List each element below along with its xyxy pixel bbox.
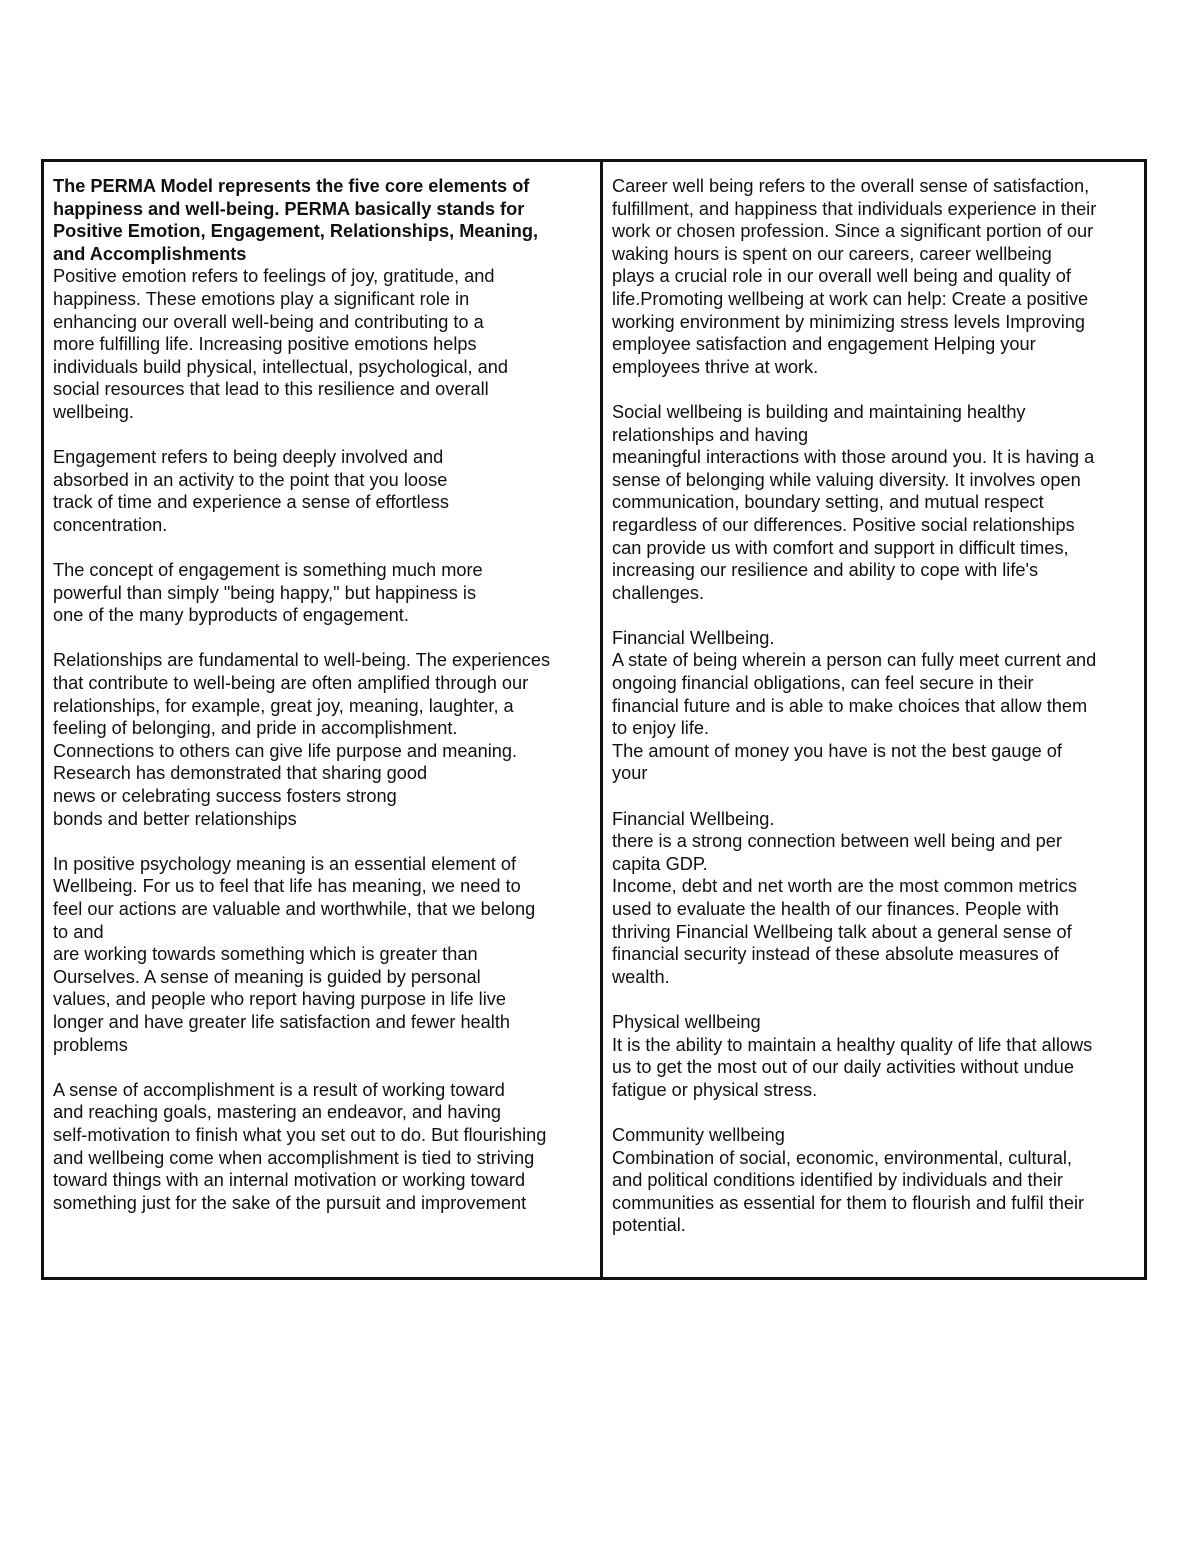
text-line: there is a strong connection between well being and per xyxy=(612,831,1062,852)
text-line: relationships and having xyxy=(612,424,809,445)
text-line: toward things with an internal motivation or working toward xyxy=(53,1170,526,1191)
text-line: Combination of social, economic, environmental, cultural, xyxy=(612,1147,1072,1168)
text-line: thriving Financial Wellbeing talk about a general sense of xyxy=(612,921,1072,942)
text-line: that contribute to well-being are often amplified through our xyxy=(53,673,529,694)
text-line: Social wellbeing is building and maintaining healthy xyxy=(612,401,1026,422)
text-line: Community wellbeing xyxy=(612,1124,785,1145)
text-line: work or chosen profession. Since a significant portion of our xyxy=(612,221,1094,242)
text-line: A sense of accomplishment is a result of working toward xyxy=(53,1079,505,1100)
text-line: waking hours is spent on our careers, career wellbeing xyxy=(612,243,1052,264)
text-line: Financial Wellbeing. xyxy=(612,808,775,829)
text-line: used to evaluate the health of our finances. People with xyxy=(612,899,1059,919)
text-line: social resources that lead to this resilience and overall xyxy=(53,379,489,400)
paragraph-gap xyxy=(53,1056,592,1079)
text-line: bonds and better relationships xyxy=(53,808,297,829)
financial-paragraph-2 xyxy=(612,808,1136,989)
text-line: meaningful interactions with those around you. It is having a xyxy=(612,447,1095,468)
financial-paragraph-1 xyxy=(612,627,1136,785)
paragraph-gap xyxy=(612,785,1136,808)
text-line: happiness. These emotions play a significant role in xyxy=(53,288,470,309)
accomplishment-paragraph xyxy=(53,1079,592,1215)
text-line: ongoing financial obligations, can feel secure in their xyxy=(612,673,1034,694)
text-line: The PERMA Model represents the five core elements of xyxy=(53,176,530,196)
text-line: Physical wellbeing xyxy=(612,1011,761,1032)
text-line: one of the many byproducts of engagement. xyxy=(53,605,409,626)
text-line: happiness and well-being. PERMA basically stands for xyxy=(53,198,525,219)
text-line: Career well being refers to the overall sense of satisfaction, xyxy=(612,176,1090,196)
paragraph-gap xyxy=(53,830,592,853)
text-line: sense of belonging while valuing diversity. It involves open xyxy=(612,469,1081,490)
text-line: your xyxy=(612,763,648,784)
paragraph-gap xyxy=(53,537,592,560)
text-line: employees thrive at work. xyxy=(612,356,819,377)
text-line: values, and people who report having purpose in life live xyxy=(53,989,506,1010)
text-line: challenges. xyxy=(612,582,705,603)
paragraph-gap xyxy=(612,988,1136,1011)
text-line: Research has demonstrated that sharing good xyxy=(53,763,428,784)
text-line: to and xyxy=(53,921,104,942)
text-line: Income, debt and net worth are the most common metrics xyxy=(612,876,1077,897)
meaning-paragraph xyxy=(53,853,592,1056)
text-line: fatigue or physical stress. xyxy=(612,1079,818,1100)
text-line: Financial Wellbeing. xyxy=(612,627,775,648)
text-line: and wellbeing come when accomplishment is tied to striving xyxy=(53,1147,535,1168)
text-line: problems xyxy=(53,1034,128,1055)
text-line: Wellbeing. For us to feel that life has meaning, we need to xyxy=(53,876,521,897)
text-line: us to get the most out of our daily activities without undue xyxy=(612,1057,1075,1078)
text-line: to enjoy life. xyxy=(612,718,710,739)
text-line: relationships, for example, great joy, meaning, laughter, a xyxy=(53,695,514,716)
text-line: Positive emotion refers to feelings of joy, gratitude, and xyxy=(53,266,495,287)
text-line: concentration. xyxy=(53,514,168,535)
text-line: individuals build physical, intellectual, psychological, and xyxy=(53,356,508,377)
text-line: feel our actions are valuable and worthwhile, that we belong xyxy=(53,899,536,919)
text-line: capita GDP. xyxy=(612,853,708,874)
text-line: powerful than simply "being happy," but happiness is xyxy=(53,582,477,603)
text-line: financial security instead of these absolute measures of xyxy=(612,944,1059,965)
paragraph-gap xyxy=(612,604,1136,627)
text-line: absorbed in an activity to the point that you loose xyxy=(53,469,448,490)
text-line: potential. xyxy=(612,1215,686,1236)
text-line: enhancing our overall well-being and contributing to a xyxy=(53,311,484,332)
paragraph-gap xyxy=(53,627,592,650)
text-line: self-motivation to finish what you set out to do. But flourishing xyxy=(53,1124,547,1145)
left-column xyxy=(44,162,603,1277)
text-line: and political conditions identified by individuals and their xyxy=(612,1170,1063,1191)
text-line: and reaching goals, mastering an endeavor, and having xyxy=(53,1102,501,1123)
text-line: are working towards something which is greater than xyxy=(53,944,478,965)
engagement-concept-paragraph xyxy=(53,559,592,627)
document-table xyxy=(41,159,1147,1280)
text-line: increasing our resilience and ability to cope with life's xyxy=(612,560,1039,581)
text-line: working environment by minimizing stress levels Improving xyxy=(612,311,1086,332)
text-line: plays a crucial role in our overall well being and quality of xyxy=(612,266,1071,287)
text-line: A state of being wherein a person can fully meet current and xyxy=(612,650,1097,671)
text-line: communication, boundary setting, and mutual respect xyxy=(612,492,1044,513)
right-column xyxy=(603,162,1144,1277)
text-line: more fulfilling life. Increasing positive emotions helps xyxy=(53,334,477,355)
text-line: Engagement refers to being deeply involved and xyxy=(53,447,444,468)
paragraph-gap xyxy=(612,1101,1136,1124)
text-line: wellbeing. xyxy=(53,401,134,422)
text-line: news or celebrating success fosters strong xyxy=(53,786,397,807)
paragraph-gap xyxy=(612,378,1136,401)
text-line: feeling of belonging, and pride in accomplishment. xyxy=(53,718,458,739)
text-line: Connections to others can give life purpose and meaning. xyxy=(53,740,518,761)
text-line: wealth. xyxy=(612,966,670,987)
text-line: Ourselves. A sense of meaning is guided by personal xyxy=(53,966,481,987)
community-paragraph xyxy=(612,1124,1136,1237)
social-paragraph xyxy=(612,401,1136,604)
career-paragraph xyxy=(612,175,1136,378)
perma-intro xyxy=(53,175,592,265)
text-line: longer and have greater life satisfaction and fewer health xyxy=(53,1011,510,1032)
engagement-paragraph xyxy=(53,446,592,536)
physical-paragraph xyxy=(612,1011,1136,1101)
relationships-paragraph xyxy=(53,649,592,830)
text-line: communities as essential for them to flourish and fulfil their xyxy=(612,1192,1085,1213)
positive-emotion-paragraph xyxy=(53,265,592,423)
text-line: something just for the sake of the pursuit and improvement xyxy=(53,1192,527,1213)
text-line: regardless of our differences. Positive social relationships xyxy=(612,514,1075,535)
text-line: It is the ability to maintain a healthy quality of life that allows xyxy=(612,1034,1093,1055)
text-line: fulfillment, and happiness that individuals experience in their xyxy=(612,198,1097,219)
text-line: In positive psychology meaning is an essential element of xyxy=(53,853,517,874)
text-line: track of time and experience a sense of effortless xyxy=(53,492,449,513)
text-line: The concept of engagement is something much more xyxy=(53,560,483,581)
text-line: financial future and is able to make choices that allow them xyxy=(612,695,1088,716)
text-line: life.Promoting wellbeing at work can help: Create a positive xyxy=(612,288,1089,309)
text-line: The amount of money you have is not the best gauge of xyxy=(612,740,1062,761)
text-line: and Accomplishments xyxy=(53,243,247,264)
text-line: Positive Emotion, Engagement, Relationships, Meaning, xyxy=(53,221,539,242)
text-line: employee satisfaction and engagement Helping your xyxy=(612,334,1036,355)
paragraph-gap xyxy=(53,424,592,447)
text-line: Relationships are fundamental to well-being. The experiences xyxy=(53,650,551,671)
text-line: can provide us with comfort and support in difficult times, xyxy=(612,537,1069,558)
